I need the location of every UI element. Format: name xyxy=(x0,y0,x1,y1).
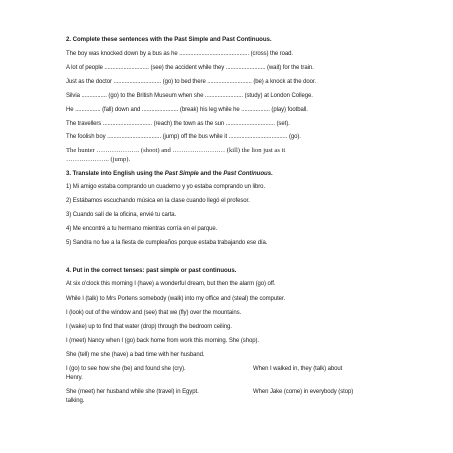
exercise-line: The foolish boy .................................. (jump) off the bus while it ..................................... (go). xyxy=(66,134,301,140)
exercise-line: At six o'clock this morning I (have) a wonderful dream, but then the alarm (go) off. xyxy=(66,281,276,287)
exercise-line: The travellers ............................... (reach) the town as the sun ............................... (set). xyxy=(66,121,290,127)
exercise-line: Silvia ................ (go) to the British Museum when she ........................ (study) at London College. xyxy=(66,93,313,99)
exercise-line-right: When I walked in, they (talk) about xyxy=(253,366,343,372)
translation-line: 5) Sandra no fue a la fiesta de cumpleaños porque estaba trabajando ese día. xyxy=(66,240,268,246)
exercise-line-right: When Jake (come) in everybody (stop) xyxy=(253,389,354,395)
exercise-line: She (tell) me she (have) a bad time with her husband. xyxy=(66,352,205,358)
exercise-line: He ................ (fall) down and ....................... (break) his leg while he .................. (play) football. xyxy=(66,107,308,113)
section-2-heading: 2. Complete these sentences with the Past Simple and Past Continuous. xyxy=(66,36,272,43)
exercise-line-cont: talking. xyxy=(66,398,85,404)
exercise-line: Just as the doctor .............................. (go) to bed there ............................ (be) a knock at the door. xyxy=(66,79,317,85)
exercise-line: While I (talk) to Mrs Portens somebody (walk) into my office and (steal) the computer. xyxy=(66,296,286,302)
section-3-heading: 3. Translate into English using the Past Simple and the Past Continuous. xyxy=(66,170,273,177)
translation-line: 2) Estábamos escuchando música en la clase cuando llegó el profesor. xyxy=(66,198,250,204)
exercise-line: I (look) out of the window and (see) that we (fly) over the mountains. xyxy=(66,310,242,316)
exercise-line: I (wake) up to find that water (drop) through the bedroom ceiling. xyxy=(66,324,232,330)
exercise-line-cont: Henry. xyxy=(66,375,83,381)
translation-line: 4) Me encontré a tu hermano mientras corría en el parque. xyxy=(66,226,218,232)
exercise-line: A lot of people ............................ (see) the accident while they ......................... (wait) for the train. xyxy=(66,65,314,71)
exercise-line-left: I (go) to see how she (be) and found she (cry). xyxy=(66,366,186,372)
exercise-line: The hunter ……………….. (shoot) and …………………… (kill) the lion just as it xyxy=(66,147,286,154)
translation-line: 1) Mi amigo estaba comprando un cuaderno y yo estaba comprando un libro. xyxy=(66,184,266,190)
exercise-line-left: She (meet) her husband while she (travel) in Egypt. xyxy=(66,389,199,395)
exercise-line: I (meet) Nancy when I (go) back home from work this morning. She (shop). xyxy=(66,338,259,344)
section-4-heading: 4. Put in the correct tenses: past simple or past continuous. xyxy=(66,267,237,274)
exercise-line: The boy was knocked down by a bus as he ............................................ (cross) the road. xyxy=(66,51,293,57)
translation-line: 3) Cuando salí de la oficina, envié tu carta. xyxy=(66,212,177,218)
exercise-line: ……………….. (jump). xyxy=(66,156,131,163)
